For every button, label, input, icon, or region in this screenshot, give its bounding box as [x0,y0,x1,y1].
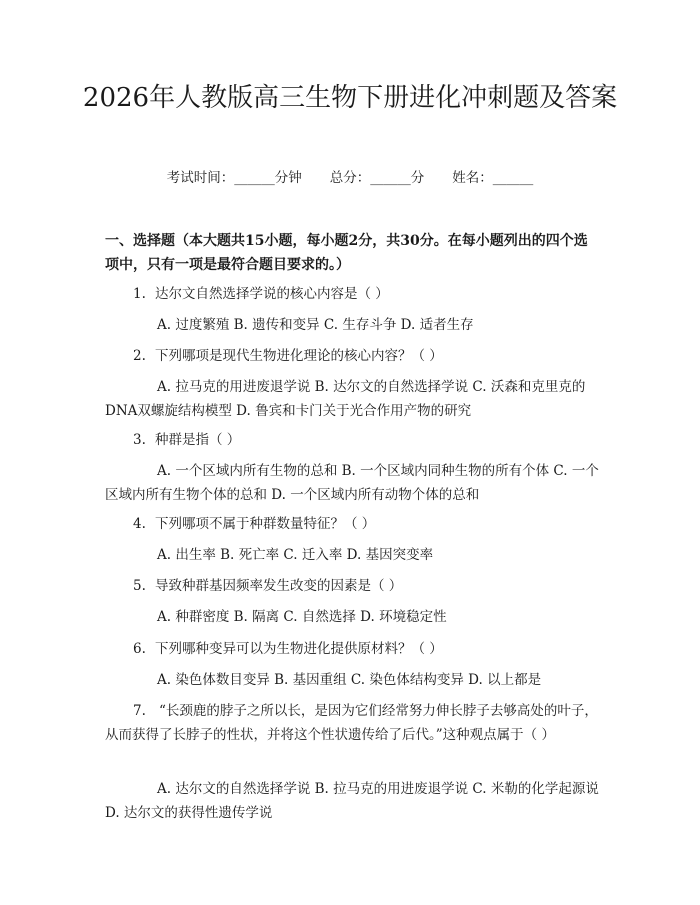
question-6-options: A. 染色体数目变异 B. 基因重组 C. 染色体结构变异 D. 以上都是 [157,672,542,688]
question-5 [105,574,600,598]
question-2-options: A. 拉马克的用进废退学说 B. 达尔文的自然选择学说 C. 沃森和克里克的DNA双螺旋结构模型 D. 鲁宾和卡门关于光合作用产物的研究 [105,379,586,419]
question-stem: 种群是指（ ） [155,432,241,448]
question-4-options: A. 出生率 B. 死亡率 C. 迁入率 D. 基因突变率 [157,547,434,563]
question-4 [105,512,600,536]
question-2 [105,344,600,368]
section-heading: 一、选择题（本大题共15小题，每小题2分，共30分。在每小题列出的四个选项中，只有一项是最符合题目要求的。） [105,233,588,273]
question-stem: “长颈鹿的脖子之所以长，是因为它们经常努力伸长脖子去够高处的叶子，从而获得了长脖子的性状，并将这个性状遗传给了后代。”这种观点属于（ ） [105,703,598,743]
question-number: 5. [133,578,146,594]
question-number: 4. [133,516,146,532]
total-score-field: 总分：______分 [329,170,425,186]
question-number: 1. [133,286,146,302]
document-title: 2026年人教版高三生物下册进化冲刺题及答案 [82,83,618,113]
question-number: 6. [133,641,146,657]
question-stem: 下列哪项不属于种群数量特征？（ ） [155,516,376,532]
question-3-options: A. 一个区域内所有生物的总和 B. 一个区域内同种生物的所有个体 C. 一个区域内所有生物个体的总和 D. 一个区域内所有动物个体的总和 [105,463,599,503]
exam-time-field: 考试时间：______分钟 [166,170,302,186]
student-name-field: 姓名：______ [452,170,534,186]
question-stem: 达尔文自然选择学说的核心内容是（ ） [155,286,389,302]
question-7 [105,699,600,747]
question-7-options: A. 达尔文的自然选择学说 B. 拉马克的用进废退学说 C. 米勒的化学起源说 D. 达尔文的获得性遗传学说 [105,781,599,821]
question-5-options: A. 种群密度 B. 隔离 C. 自然选择 D. 环境稳定性 [157,609,447,625]
question-stem: 下列哪种变异可以为生物进化提供原材料？（ ） [155,641,443,657]
question-number: 2. [133,348,146,364]
question-3 [105,428,600,452]
question-1-options: A. 过度繁殖 B. 遗传和变异 C. 生存斗争 D. 适者生存 [157,317,474,333]
question-1 [105,282,600,306]
question-number: 7. [133,703,146,719]
question-stem: 导致种群基因频率发生改变的因素是（ ） [155,578,403,594]
question-stem: 下列哪项是现代生物进化理论的核心内容？（ ） [155,348,443,364]
question-6 [105,637,600,661]
exam-meta-line [0,168,700,188]
question-number: 3. [133,432,146,448]
